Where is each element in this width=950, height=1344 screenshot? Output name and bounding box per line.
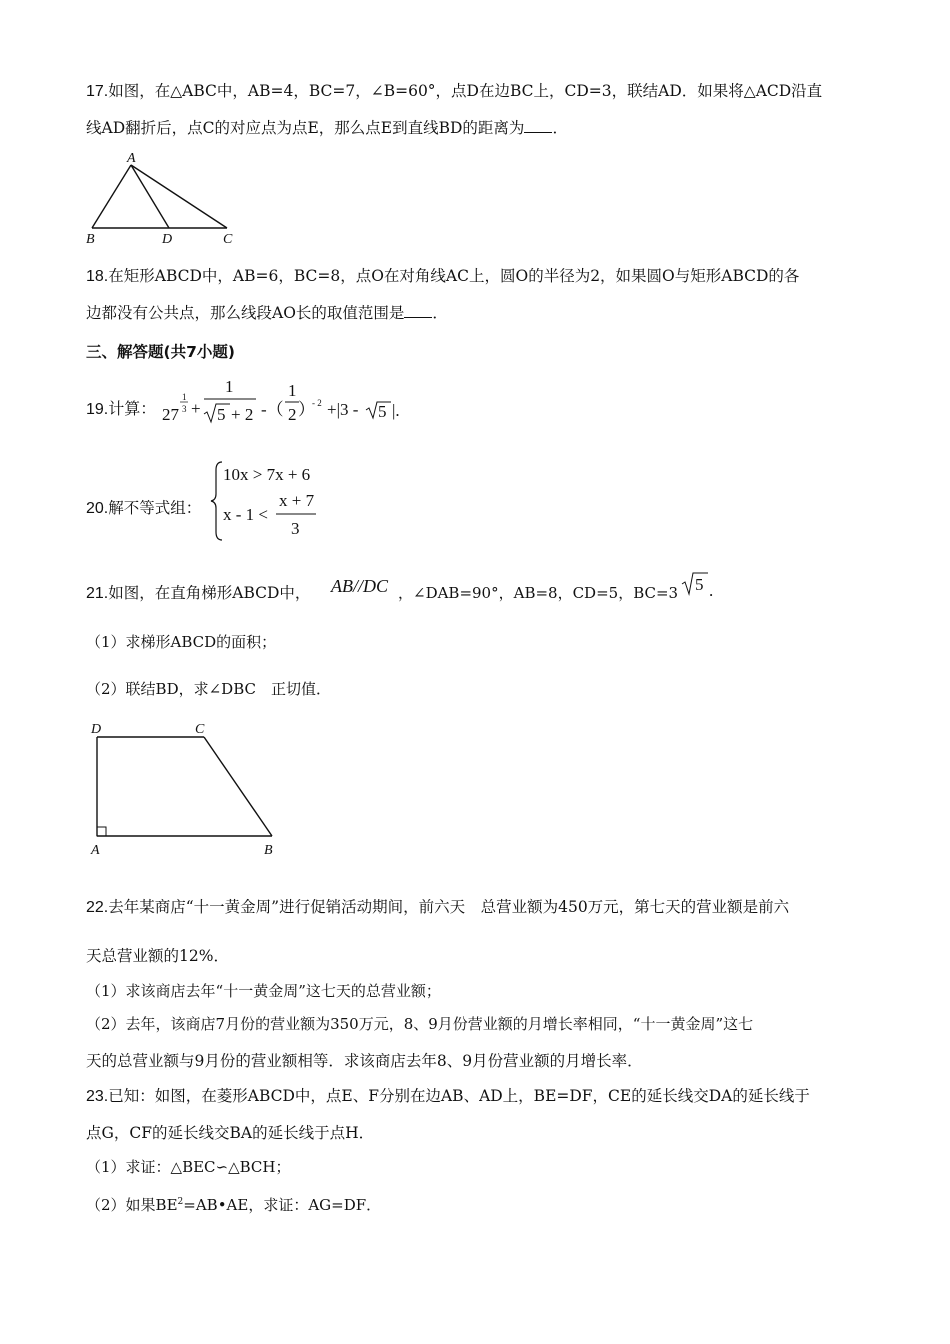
q23-text-line2: 点G，CF的延长线交BA的延长线于点H． — [86, 1124, 375, 1142]
q21-sqrt5: 5 — [695, 575, 704, 594]
q20-ineq2-num: x + 7 — [279, 491, 315, 510]
q19-frac-num: 1 — [225, 377, 234, 396]
q21-sqrt5-svg — [680, 570, 716, 600]
q17-label-a: A — [127, 151, 136, 166]
q19-prefix: 计算： — [108, 401, 157, 418]
q19-exp-num: 1 — [182, 392, 187, 402]
q19-expression — [160, 372, 420, 428]
q20-prefix: 解不等式组： — [108, 499, 202, 517]
q22-part2-line2: 天的总营业额与9月份的营业额相等．求该商店去年8、9月份营业额的月增长率． — [86, 1052, 643, 1070]
q20-brace — [211, 462, 222, 540]
q22-line1 — [86, 896, 866, 919]
q19-plus: + — [191, 399, 201, 418]
q20-inequality-system — [208, 458, 348, 544]
q21-label-a: A — [91, 843, 100, 858]
q23-line1 — [86, 1085, 866, 1108]
q20-line — [86, 497, 866, 520]
q18-line1 — [86, 265, 866, 288]
q17-number: 17. — [86, 83, 109, 100]
q21-text-mid: ，∠DAB=90°，AB=8，CD=5，BC=3 — [398, 584, 679, 602]
q17-triangle-figure — [80, 148, 250, 248]
q19-half-num: 1 — [288, 381, 297, 400]
q21-label-d: D — [91, 722, 102, 737]
q18-text-line2: 边都没有公共点，那么线段AO长的取值范围是 — [86, 304, 405, 322]
q21-parallel: AB//DC — [331, 576, 388, 596]
q17-label-c: C — [223, 232, 233, 247]
section-heading: 三、解答题(共7小题) — [86, 343, 235, 361]
q23-part2 — [86, 1191, 381, 1216]
q21-part1: （1）求梯形ABCD的面积； — [86, 633, 277, 651]
q19-half-den: 2 — [288, 405, 297, 424]
q18-answer-blank[interactable] — [404, 303, 432, 318]
q20-number: 20. — [86, 500, 109, 517]
q19-den-rest: + 2 — [231, 405, 254, 424]
q21-label-c: C — [195, 722, 205, 737]
q22-text-line2: 天总营业额的12%． — [86, 947, 229, 965]
q19-minus-paren: -（ — [261, 400, 284, 419]
q22-number: 22. — [86, 899, 109, 916]
q20-ineq2-left: x - 1 < — [223, 505, 268, 524]
q22-part2-line1: （2）去年，该商店7月份的营业额为350万元，8、9月份营业额的月增长率相同，“十一黄金周”这七 — [86, 1015, 754, 1033]
q22-text-line1: 去年某商店“十一黄金周”进行促销活动期间，前六天 总营业额为450万元，第七天的营业额是前六 — [108, 898, 790, 916]
q19-sqrt5: 5 — [378, 402, 387, 421]
q19-exp-den: 3 — [182, 404, 187, 414]
q21-number: 21. — [86, 585, 109, 602]
q21-right-angle-mark — [97, 827, 106, 836]
q18-text-line1: 在矩形ABCD中，AB=6，BC=8，点O在对角线AC上，圆O的半径为2，如果圆O与矩形ABCD的各 — [108, 267, 800, 285]
q17-segment-ad — [131, 165, 169, 228]
q17-text-line2: 线AD翻折后，点C的对应点为点E，那么点E到直线BD的距离为 — [86, 119, 525, 137]
q21-part2: （2）联结BD，求∠DBC 正切值． — [86, 680, 331, 698]
q21-side-cb — [204, 737, 272, 836]
q18-number: 18. — [86, 268, 109, 285]
q22-part1: （1）求该商店去年“十一黄金周”这七天的总营业额； — [86, 982, 441, 1000]
q19-base: 27 — [162, 405, 179, 424]
q18-period: ． — [432, 304, 448, 322]
q17-answer-blank[interactable] — [524, 118, 552, 133]
q19-end: |. — [392, 401, 400, 420]
q23-part1: （1）求证：△BEC∽△BCH； — [86, 1158, 291, 1176]
q17-period: ． — [552, 119, 568, 137]
q17-side-ab — [92, 165, 131, 228]
q23-text-line1: 已知：如图，在菱形ABCD中，点E、F分别在边AB、AD上，BE=DF，CE的延长线交DA的延长线于 — [108, 1087, 810, 1105]
q23-part2-sup: 2 — [177, 1197, 184, 1207]
q18-line2 — [86, 302, 866, 324]
q17-text-line1: 如图，在△ABC中，AB=4，BC=7，∠B=60°，点D在边BC上，CD=3，联结AD．如果将△ACD沿直 — [108, 82, 823, 100]
q20-ineq2-den: 3 — [291, 519, 300, 538]
q19-close-paren: ） — [298, 400, 315, 419]
q23-part2-pre: （2）如果BE — [86, 1196, 178, 1214]
q19-neg-two: - 2 — [312, 398, 322, 408]
q19-sqrt-radicand: 5 — [217, 405, 226, 424]
q21-trapezoid-figure — [86, 718, 286, 860]
q17-line1 — [86, 80, 866, 103]
q19-number: 19. — [86, 401, 109, 418]
q17-label-b: B — [86, 232, 95, 247]
q17-side-ac — [131, 165, 227, 228]
q17-label-d: D — [162, 232, 173, 247]
q21-text-pre: 如图，在直角梯形ABCD中， — [108, 584, 311, 602]
q20-ineq1: 10x > 7x + 6 — [223, 465, 311, 484]
q19-abs-part: +|3 - — [327, 400, 359, 419]
q23-part2-post: =AB•AE，求证：AG=DF． — [183, 1196, 382, 1214]
q23-number: 23. — [86, 1088, 109, 1105]
q21-end: . — [709, 581, 714, 600]
q17-line2 — [86, 117, 866, 139]
q21-label-b: B — [264, 843, 273, 858]
